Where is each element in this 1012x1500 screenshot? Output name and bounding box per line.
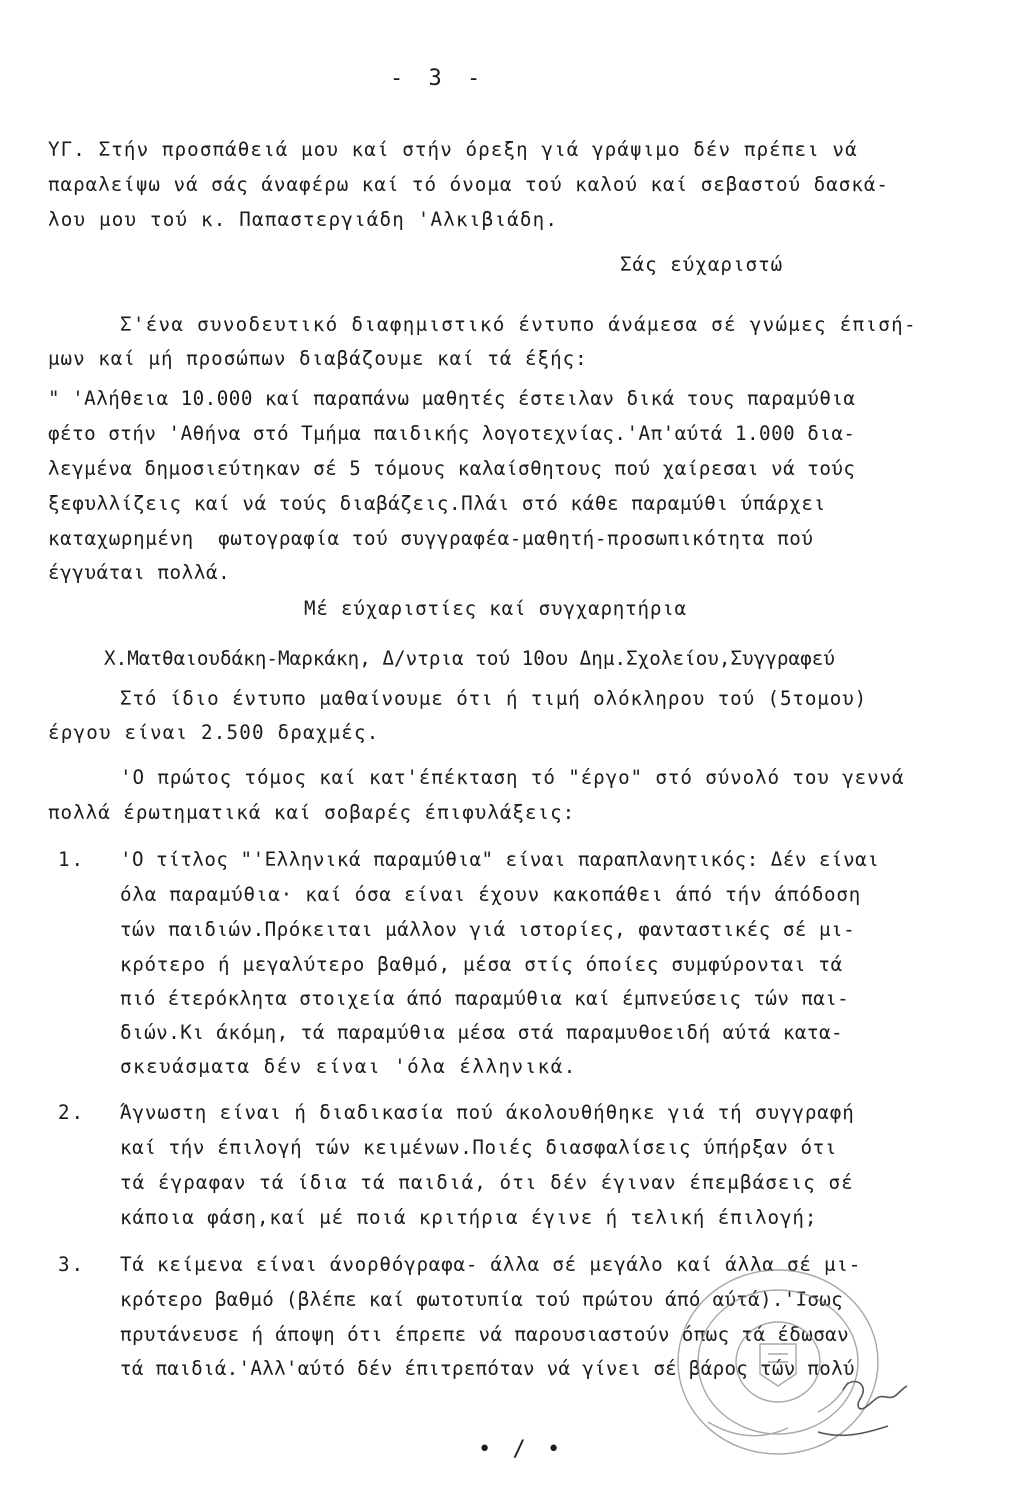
point-line: κάποια φάση,καί μέ ποιά κριτήρια έγινε ή τελική έπιλογή;	[120, 1206, 818, 1229]
questions-intro-line: πολλά έρωτηματικά καί σοβαρές έπιφυλάξεις:	[48, 801, 576, 824]
point-line: τά έγραφαν τά ίδια τά παιδιά, ότι δέν έγιναν έπεμβάσεις σέ	[120, 1171, 854, 1194]
point-line: Άγνωστη είναι ή διαδικασία πού άκολουθήθηκε γιά τή συγγραφή	[120, 1101, 855, 1124]
quote-line: λεγμένα δημοσιεύτηκαν σέ 5 τόμους καλαίσθητους πού χαίρεσαι νά τούς	[48, 457, 856, 480]
point-line: όλα παραμύθια· καί όσα είναι έχουν κακοπάθει άπό τήν άπόδοση	[120, 883, 862, 906]
point-number: 2.	[58, 1101, 86, 1124]
thanks-signoff: Σάς εύχαριστώ	[620, 253, 784, 276]
point-number: 1.	[58, 848, 86, 871]
quote-author: Χ.Ματθαιουδάκη-Μαρκάκη, Δ/ντρια τού 10ου Δημ.Σχολείου,Συγγραφεύ	[104, 647, 835, 670]
point-line: σκευάσματα δέν είναι 'όλα έλληνικά.	[120, 1055, 577, 1078]
official-stamp	[668, 1262, 918, 1482]
point-line: διών.Κι άκόμη, τά παραμύθια μέσα στά παραμυθοειδή αύτά κατα-	[120, 1021, 844, 1044]
page-number: - 3 -	[390, 66, 487, 91]
point-line: 'Ο τίτλος "'Ελληνικά παραμύθια" είναι παραπλανητικός: Δέν είναι	[120, 848, 880, 871]
point-line: τά παιδιά.'Αλλ'αύτό δέν έπιτρεπόταν νά γίνει σέ βάρος τών πολύ	[120, 1357, 855, 1380]
point-line: καί τήν έπιλογή τών κειμένων.Ποιές διασφαλίσεις ύπήρξαν ότι	[120, 1136, 837, 1159]
quote-line: φέτο στήν 'Αθήνα στό Τμήμα παιδικής λογοτεχνίας.'Απ'αύτά 1.000 δια-	[48, 422, 856, 445]
price-line: Στό ίδιο έντυπο μαθαίνουμε ότι ή τιμή ολόκληρου τού (5τομου)	[120, 687, 868, 710]
quote-line: καταχωρημένη φωτογραφία τού συγγραφέα-μαθητή-προσωπικότητα πού	[48, 527, 814, 550]
point-line: πρυτάνευσε ή άποψη ότι έπρεπε νά παρουσιαστούν όπως τά έδωσαν	[120, 1323, 850, 1346]
point-line: κρότερο βαθμό (βλέπε καί φωτοτυπία τού πρώτου άπό αύτά).'Ισως	[120, 1288, 843, 1311]
quote-line: " 'Αλήθεια 10.000 καί παραπάνω μαθητές έστειλαν δικά τους παραμύθια	[48, 387, 856, 410]
point-line: τών παιδιών.Πρόκειται μάλλον γιά ιστορίες, φανταστικές σέ μι-	[120, 918, 856, 941]
questions-intro-line: 'Ο πρώτος τόμος καί κατ'έπέκταση τό "έργο" στό σύνολό του γεννά	[120, 766, 905, 789]
intro-line: Σ'ένα συνοδευτικό διαφημιστικό έντυπο άνάμεσα σέ γνώμες έπισή-	[120, 313, 917, 336]
ps-line: παραλείψω νά σάς άναφέρω καί τό όνομα τού καλού καί σεβαστού δασκά-	[48, 173, 889, 196]
point-line: Τά κείμενα είναι άνορθόγραφα- άλλα σέ μεγάλο καί άλλα σέ μι-	[120, 1253, 862, 1276]
point-line: πιό έτερόκλητα στοιχεία άπό παραμύθια καί έμπνεύσεις τών παι-	[120, 987, 850, 1010]
ps-line: ΥΓ. Στήν προσπάθειά μου καί στήν όρεξη γιά γράψιμο δέν πρέπει νά	[48, 138, 858, 161]
intro-line: μων καί μή προσώπων διαβάζουμε καί τά έξής:	[48, 347, 588, 370]
point-line: κρότερο ή μεγαλύτερο βαθμό, μέσα στίς όποίες συμφύρονται τά	[120, 953, 843, 976]
quote-line: έγγυάται πολλά.	[48, 561, 231, 584]
quote-closing: Μέ εύχαριστίες καί συγχαρητήρια	[304, 597, 687, 620]
quote-line: ξεφυλλίζεις καί νά τούς διαβάζεις.Πλάι στό κάθε παραμύθι ύπάρχει	[48, 492, 826, 515]
price-line: έργου είναι 2.500 δραχμές.	[48, 721, 380, 744]
ps-line: λου μου τού κ. Παπαστεργιάδη 'Αλκιβιάδη.	[48, 208, 559, 231]
page-continuation-mark: • / •	[478, 1437, 565, 1462]
point-number: 3.	[58, 1253, 86, 1276]
